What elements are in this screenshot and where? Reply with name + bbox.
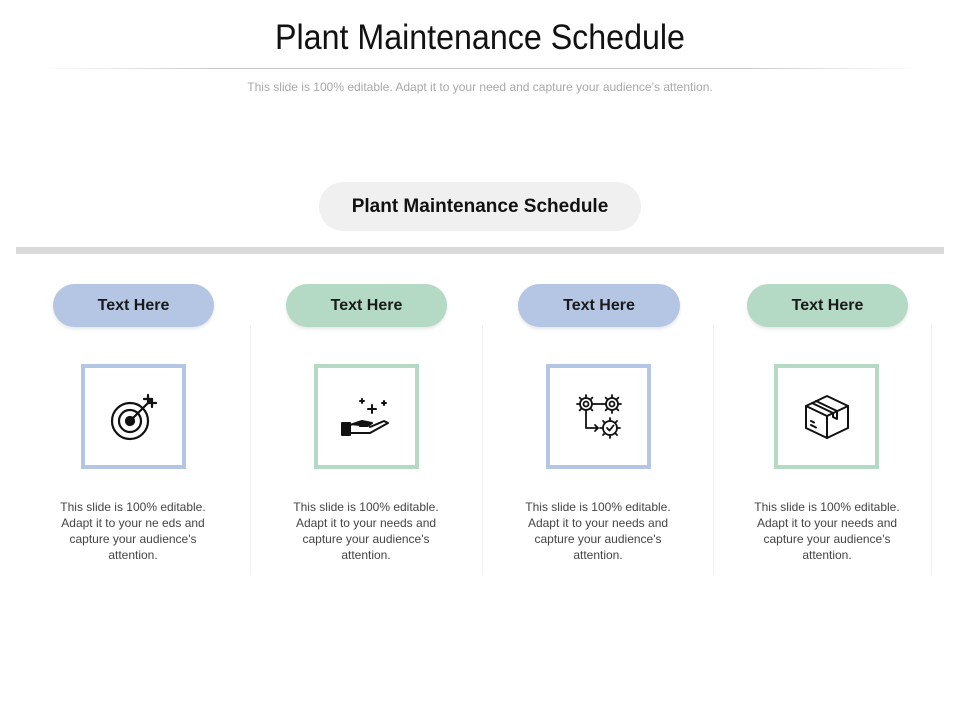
column-divider (250, 325, 251, 575)
center-heading-pill: Plant Maintenance Schedule (319, 182, 641, 231)
column-3-label-pill: Text Here (518, 284, 680, 327)
package-box-icon (802, 392, 852, 442)
title-divider (40, 68, 920, 69)
horizontal-band (16, 247, 944, 254)
column-1-icon-box (81, 364, 186, 469)
column-4-description: This slide is 100% editable. Adapt it to your needs and capture your audience's attention. (754, 500, 900, 562)
column-2-label-pill: Text Here (286, 284, 447, 327)
column-1-label-pill: Text Here (53, 284, 214, 327)
target-icon (108, 391, 160, 443)
column-3-description: This slide is 100% editable. Adapt it to your needs and capture your audience's attention. (525, 500, 671, 562)
column-4-label-pill: Text Here (747, 284, 908, 327)
gears-process-icon (574, 392, 624, 442)
page-title: Plant Maintenance Schedule (275, 18, 685, 57)
page-subtitle: This slide is 100% editable. Adapt it to your need and capture your audience’s attention. (247, 80, 713, 94)
hand-sparkle-icon (340, 395, 394, 439)
column-2-icon-box (314, 364, 419, 469)
column-4-icon-box (774, 364, 879, 469)
column-divider (482, 325, 483, 575)
column-3-icon-box (546, 364, 651, 469)
column-divider (713, 325, 714, 575)
column-1-description: This slide is 100% editable. Adapt it to your ne eds and capture your audience's attention. (60, 500, 206, 562)
column-2-description: This slide is 100% editable. Adapt it to your needs and capture your audience's attention. (293, 500, 439, 562)
column-divider (931, 325, 932, 575)
